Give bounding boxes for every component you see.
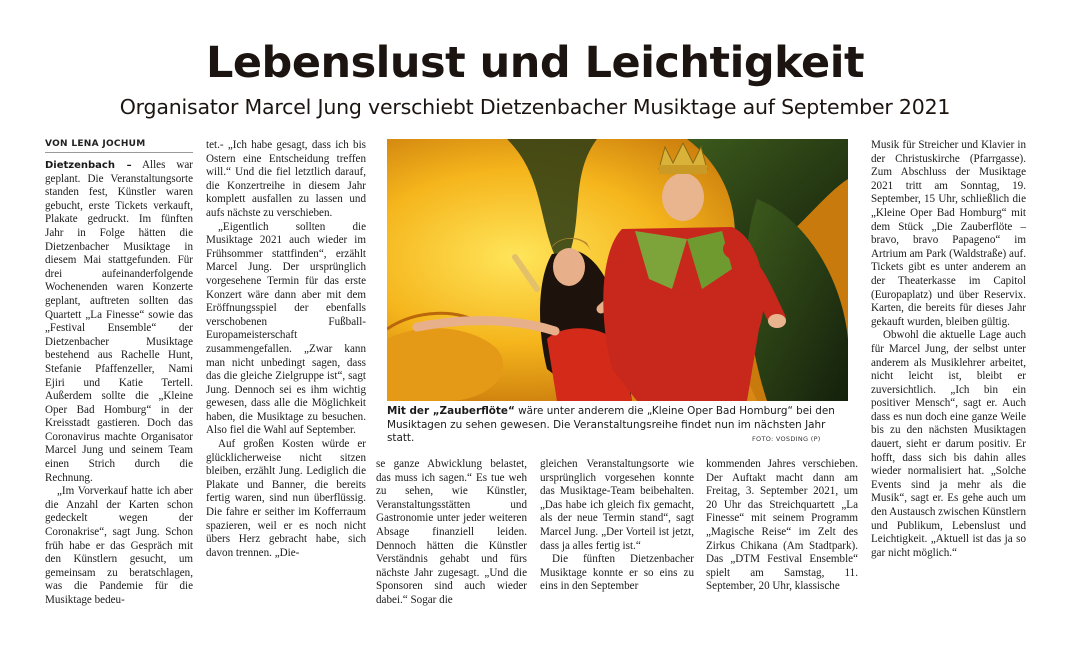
zauberfloete-stage-image bbox=[387, 139, 848, 401]
caption-text: wäre unter anderem die „Kleine Oper Bad Homburg“ bei den Musiktagen zu sehen gewesen. Die Veranstaltungsreihe findet nun im nächsten Jahr statt. bbox=[387, 405, 835, 445]
text-column-3 bbox=[376, 458, 527, 608]
paragraph: se ganze Abwicklung belastet, das muss ich sagen.“ Es tue weh zu sehen, wie Künstler, Veranstaltungsstätten und Gastronomie unter jeder weiteren Absage finanziell leiden. Dennoch hätten die Künstler Verständnis gehabt und fürs nächste Jahr zugesagt. „Und die Sponsoren sind auch wieder dabei.“ Sogar die bbox=[376, 458, 527, 606]
caption-lead: Mit der „Zauberflöte“ bbox=[387, 405, 515, 417]
byline: VON LENA JOCHUM bbox=[45, 139, 146, 149]
article-headline: Lebenslust und Leichtigkeit bbox=[205, 38, 865, 88]
paragraph: Alles war geplant. Die Veranstaltungsorte standen fest, Künstler waren gebucht, erste Tickets verkauft, Plakate gedruckt. Im fünften Jahr in Folge hätten die Dietzenbacher Musiktage in diesem Mai stattgefunden. Für drei aufeinanderfolgende Wochenenden waren Konzerte geplant, auftreten sollten das Quartett „La Finesse“ sowie das „Festival Ensemble“ der Dietzenbacher Musiktage bestehend aus Rachelle Hunt, Stefanie Pfaffenzeller, Nami Ejiri und Katie Tertell. Außerdem sollte die „Kleine Oper Bad Homburg“ in der Kreisstadt gastieren. Doch das Coronavirus machte Organisator Marcel Jung und seinem Team einen Strich durch die Rechnung. bbox=[45, 159, 193, 484]
paragraph: Auf großen Kosten würde er glücklicherweise nicht sitzen bleiben, erzählt Jung. Lediglich die Plakate und Banner, die bereits fertig waren, sind nun überflüssig. Die fahre er seither im Kofferraum spazieren, weil er es noch nicht übers Herz gebracht habe, sich davon trennen. „Die- bbox=[206, 438, 366, 559]
paragraph: Musik für Streicher und Klavier in der Christuskirche (Pfarrgasse). Zum Abschluss der Musiktage 2021 tritt am Sonntag, 19. September, 15 Uhr, schließlich die „Kleine Oper Bad Homburg“ mit dem Stück „Die Zauberflöte – bravo, bravo Papageno“ im Artrium am Park (Waldstraße) auf. Tickets gibt es unter anderem an der Theaterkasse im Capitol (Europaplatz) und über Reservix. Karten, die bereits für dieses Jahr gekauft wurden, bleiben gültig. bbox=[871, 139, 1026, 328]
paragraph: „Im Vorverkauf hatte ich aber die Anzahl der Karten schon gedeckelt wegen der Coronakrise“, sagt Jung. Schon früh habe er das Gespräch mit den Künstlern gesucht, um gemeinsam zu beratschlagen, was die Pandemie für die Musiktage bedeu- bbox=[45, 485, 193, 606]
byline-rule bbox=[45, 152, 193, 153]
dateline: Dietzenbach – bbox=[45, 160, 132, 171]
article-photo bbox=[387, 139, 848, 401]
text-column-1 bbox=[45, 159, 193, 608]
paragraph: „Eigentlich sollten die Musiktage 2021 auch wieder im Frühsommer stattfinden“, erzählt Marcel Jung. Der ursprünglich vorgesehene Termin für das erste Konzert wäre dann aber mit dem Eröffnungsspiel der ebenfalls verschobenen Fußball-Europameisterschaft zusammengefallen. „Zwar kann man nicht unbedingt sagen, dass das die gleiche Zielgruppe ist“, sagt Jung. Dennoch sei es ihm wichtig gewesen, dass alle die Möglichkeit haben, die Musiktage zu besuchen. Also fiel die Wahl auf September. bbox=[206, 220, 366, 437]
paragraph: gleichen Veranstaltungsorte wie ursprünglich vorgesehen konnte das Musiktage-Team beibehalten. „Das habe ich gleich fix gemacht, als der neue Termin stand“, sagt Marcel Jung. „Der Vorteil ist jetzt, dass ja alles fertig ist.“ bbox=[540, 458, 694, 552]
text-column-5 bbox=[706, 458, 858, 594]
paragraph: kommenden Jahres verschieben. Der Auftakt macht dann am Freitag, 3. September 2021, um 20 Uhr das Streichquartett „La Finesse“ mit seinem Programm „Magische Reise“ im Zelt des Zirkus Chikana (Am Stadtpark). Das „DTM Festival Ensemble“ spielt am Samstag, 11. September, 20 Uhr, klassische bbox=[706, 458, 858, 593]
text-column-6 bbox=[871, 139, 1026, 560]
photo-credit: FOTO: VOSDING (P) bbox=[752, 435, 821, 443]
article-subheadline: Organisator Marcel Jung verschiebt Dietzenbacher Musiktage auf September 2021 bbox=[119, 95, 951, 119]
text-column-4 bbox=[540, 458, 694, 594]
text-column-2 bbox=[206, 139, 366, 560]
paragraph: Die fünften Dietzenbacher Musiktage konnte er so eins zu eins in den September bbox=[540, 553, 694, 593]
paragraph: tet.- „Ich habe gesagt, dass ich bis Ostern eine Entscheidung treffen will.“ Und die fiel letztlich darauf, die Konzertreihe in diesem Jahr komplett ausfallen zu lassen und aufs nächste zu verschieben. bbox=[206, 139, 366, 219]
paragraph: Obwohl die aktuelle Lage auch für Marcel Jung, der selbst unter anderem als Musiklehrer arbeitet, nicht leicht ist, bleibt er zuversichtlich. „Ich bin ein positiver Mensch“, sagt er. Auch dass es nun doch eine ganze Weile bis zu den nächsten Musiktagen dauert, sieht er darum positiv. Er hofft, dass sich bis dahin alles wieder normalisiert hat. „Solche Events sind ja mehr als die Musik“, sagt er. Es gehe auch um den Austausch zwischen Künstlern und Publikum, Lebenslust und Leichtigkeit. „Aktuell ist das ja so gar nicht möglich.“ bbox=[871, 329, 1026, 559]
